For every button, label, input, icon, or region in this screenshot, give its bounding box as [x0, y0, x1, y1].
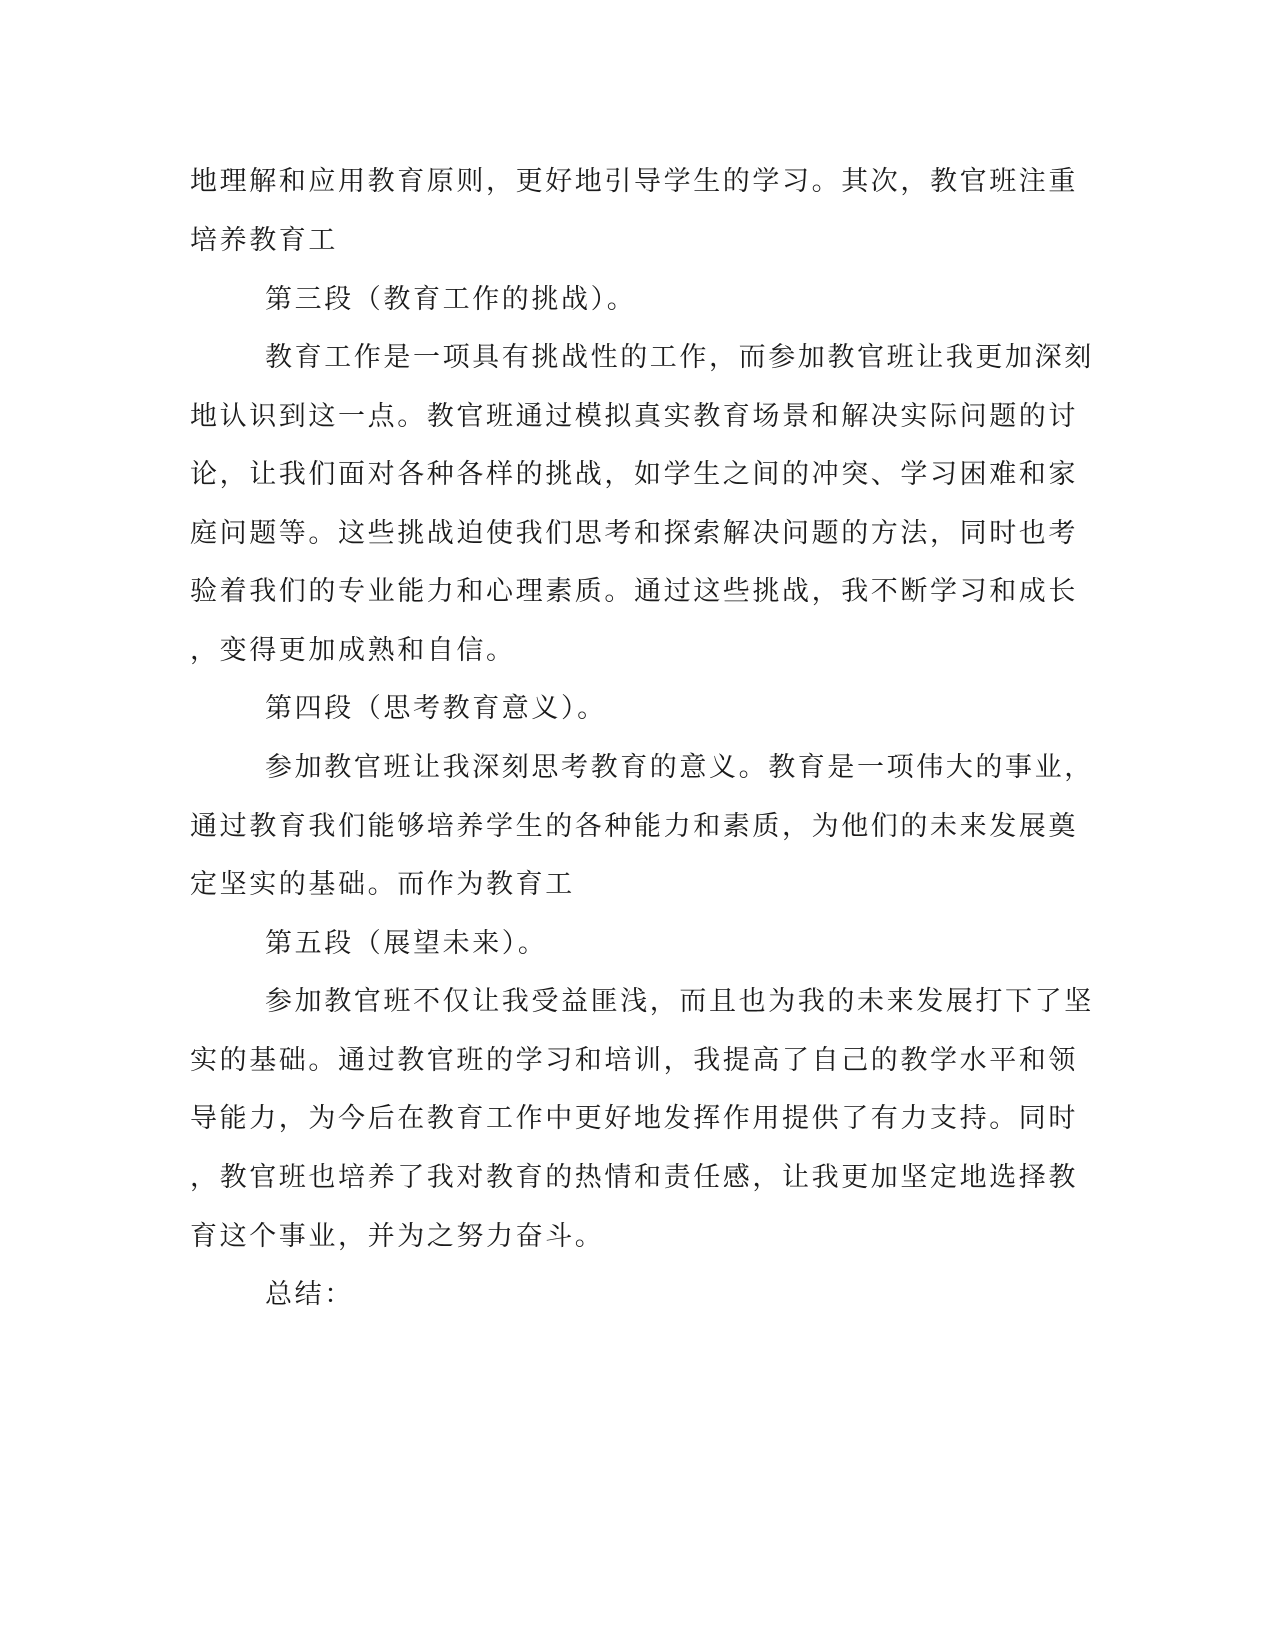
section-heading-5: 第五段（展望未来）。: [265, 928, 548, 959]
text-line-4: 教育工作是一项具有挑战性的工作，而参加教官班让我更加深刻: [265, 342, 1094, 373]
text-line-16: 实的基础。通过教官班的学习和培训，我提高了自己的教学水平和领: [190, 1045, 1078, 1076]
text-line-5: 地认识到这一点。教官班通过模拟真实教育场景和解决实际问题的讨: [190, 401, 1078, 432]
text-line-13: 定坚实的基础。而作为教育工: [190, 869, 575, 900]
text-line-7: 庭问题等。这些挑战迫使我们思考和探索解决问题的方法，同时也考: [190, 518, 1078, 549]
text-line-8: 验着我们的专业能力和心理素质。通过这些挑战，我不断学习和成长: [190, 576, 1078, 607]
text-line-9: ，变得更加成熟和自信。: [190, 635, 516, 666]
text-line-12: 通过教育我们能够培养学生的各种能力和素质，为他们的未来发展奠: [190, 811, 1078, 842]
text-line-1: 地理解和应用教育原则，更好地引导学生的学习。其次，教官班注重: [190, 166, 1078, 197]
text-line-2: 培养教育工: [190, 225, 338, 256]
text-line-17: 导能力，为今后在教育工作中更好地发挥作用提供了有力支持。同时: [190, 1103, 1078, 1134]
section-heading-3: 第三段（教育工作的挑战）。: [265, 284, 637, 315]
text-line-19: 育这个事业，并为之努力奋斗。: [190, 1221, 605, 1252]
text-line-6: 论，让我们面对各种各样的挑战，如学生之间的冲突、学习困难和家: [190, 459, 1078, 490]
text-line-15: 参加教官班不仅让我受益匪浅，而且也为我的未来发展打下了坚: [265, 986, 1094, 1017]
summary-heading: 总结：: [265, 1279, 354, 1310]
text-line-18: ，教官班也培养了我对教育的热情和责任感，让我更加坚定地选择教: [190, 1162, 1078, 1193]
text-line-11: 参加教官班让我深刻思考教育的意义。教育是一项伟大的事业，: [265, 752, 1094, 783]
section-heading-4: 第四段（思考教育意义）。: [265, 693, 607, 724]
